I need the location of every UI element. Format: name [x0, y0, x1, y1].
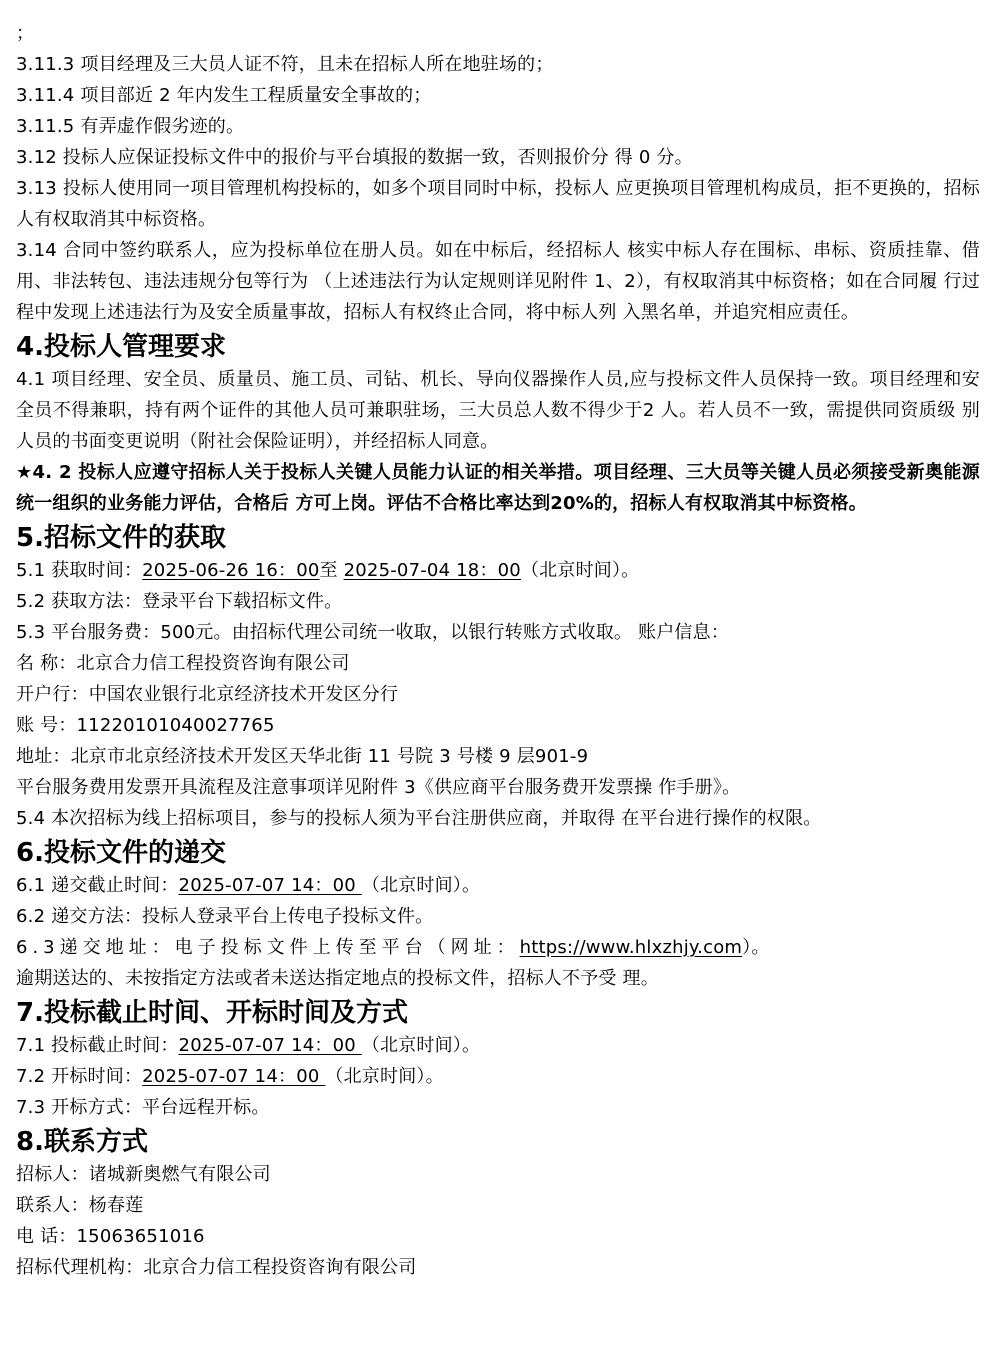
clause-4-1: 4.1 项目经理、安全员、质量员、施工员、司钻、机长、导向仪器操作人员,应与投标文件人员保持一致。项目经理和安全员不得兼职，持有两个证件的其他人员可兼职驻场，三大员总人数不得少于2 人。若人员不一致，需提供同资质级 别人员的书面变更说明（附社会保险证明），并经招标人同意。: [16, 369, 980, 452]
clause-6-1-label: 6.1 递交截止时间：: [16, 875, 179, 896]
bid-deadline: 2025-07-07 14：00: [178, 1035, 362, 1056]
acquire-start-time: 2025-06-26 16：00: [142, 560, 320, 581]
clause-6-1-suffix: （北京时间）。: [361, 875, 481, 896]
section-4-heading: 4.投标人管理要求: [16, 332, 226, 362]
section-7-heading: 7.投标截止时间、开标时间及方式: [16, 998, 408, 1028]
account-name: 名 称：北京合力信工程投资咨询有限公司: [16, 653, 350, 674]
clause-7-1-suffix: （北京时间）。: [361, 1035, 481, 1056]
opening-time: 2025-07-07 14：00: [142, 1066, 326, 1087]
clause-7-2-label: 7.2 开标时间：: [16, 1066, 143, 1087]
account-bank: 开户行：中国农业银行北京经济技术开发区分行: [16, 684, 399, 705]
clause-7-1: [16, 1030, 980, 1061]
contact-phone: 电 话：15063651016: [16, 1226, 205, 1247]
clause-7-2: [16, 1061, 980, 1092]
clause-6-2: 6.2 递交方法：投标人登录平台上传电子投标文件。: [16, 906, 434, 927]
clause-7-2-suffix: （北京时间）。: [325, 1066, 444, 1087]
account-address: 地址：北京市北京经济技术开发区天华北街 11 号院 3 号楼 9 层901-9: [16, 746, 589, 767]
contact-tenderer: 招标人：诸城新奥燃气有限公司: [16, 1164, 271, 1185]
clause-7-3: 7.3 开标方式：平台远程开标。: [16, 1097, 270, 1118]
clause-3-12: 3.12 投标人应保证投标文件中的报价与平台填报的数据一致，否则报价分 得 0 分。: [16, 147, 693, 168]
clause-3-14: 3.14 合同中签约联系人，应为投标单位在册人员。如在中标后，经招标人 核实中标人存在围标、串标、资质挂靠、借用、非法转包、违法违规分包等行为 （上述违法行为认定规则详见附件 1、2），有权取消其中标资格；如在合同履 行过程中发现上述违法行为及安全质量事故，招标人有权终止合同，将中标人列 入黑名单，并追究相应责任。: [16, 240, 980, 323]
late-submission-note: 逾期送达的、未按指定方法或者未送达指定地点的投标文件，招标人不予受 理。: [16, 968, 659, 989]
clause-3-11-5: 3.11.5 有弄虚作假劣迹的。: [16, 116, 245, 137]
clause-5-3: 5.3 平台服务费：500元。由招标代理公司统一收取，以银行转账方式收取。 账户信息：: [16, 622, 730, 643]
section-8-heading: 8.联系方式: [16, 1127, 148, 1157]
contact-agency: 招标代理机构：北京合力信工程投资咨询有限公司: [16, 1257, 417, 1278]
contact-person: 联系人：杨春莲: [16, 1195, 144, 1216]
clause-5-1-to: 至: [319, 560, 344, 581]
clause-5-2: 5.2 获取方法：登录平台下载招标文件。: [16, 591, 343, 612]
clause-3-11-3: 3.11.3 项目经理及三大员人证不符，且未在招标人所在地驻场的；: [16, 54, 554, 75]
clause-5-1-suffix: （北京时间）。: [520, 560, 640, 581]
platform-url-link[interactable]: https://www.hlxzhjy.com: [519, 937, 743, 958]
section-6-heading: 6.投标文件的递交: [16, 838, 226, 868]
clause-3-11-4: 3.11.4 项目部近 2 年内发生工程质量安全事故的；: [16, 85, 432, 106]
clause-5-4: 5.4 本次招标为线上招标项目，参与的投标人须为平台注册供应商，并取得 在平台进行操作的权限。: [16, 808, 822, 829]
invoice-note: 平台服务费用发票开具流程及注意事项详见附件 3《供应商平台服务费开发票操 作手册》。: [16, 777, 741, 798]
clause-5-1: [16, 555, 980, 586]
acquire-end-time: 2025-07-04 18：00: [343, 560, 521, 581]
clause-6-3: [16, 932, 980, 963]
clause-6-3-label: 6.3递交地址：电子投标文件上传至平台（网址：: [16, 937, 520, 958]
clause-4-2: ★4. 2 投标人应遵守招标人关于投标人关键人员能力认证的相关举措。项目经理、三大员等关键人员必须接受新奥能源统一组织的业务能力评估，合格后 方可上岗。评估不合格比率达到20%的，招标人有权取消其中标资格。: [16, 462, 980, 514]
clause-3-13: 3.13 投标人使用同一项目管理机构投标的，如多个项目同时中标，投标人 应更换项目管理机构成员，拒不更换的，招标人有权取消其中标资格。: [16, 178, 980, 230]
clause-7-1-label: 7.1 投标截止时间：: [16, 1035, 179, 1056]
submission-deadline: 2025-07-07 14：00: [178, 875, 362, 896]
clause-6-1: [16, 870, 980, 901]
account-number: 账 号：11220101040027765: [16, 715, 275, 736]
semicolon-line: ；: [16, 23, 35, 44]
section-5-heading: 5.招标文件的获取: [16, 523, 226, 553]
clause-5-1-label: 5.1 获取时间：: [16, 560, 143, 581]
clause-6-3-suffix: ）。: [742, 937, 770, 958]
